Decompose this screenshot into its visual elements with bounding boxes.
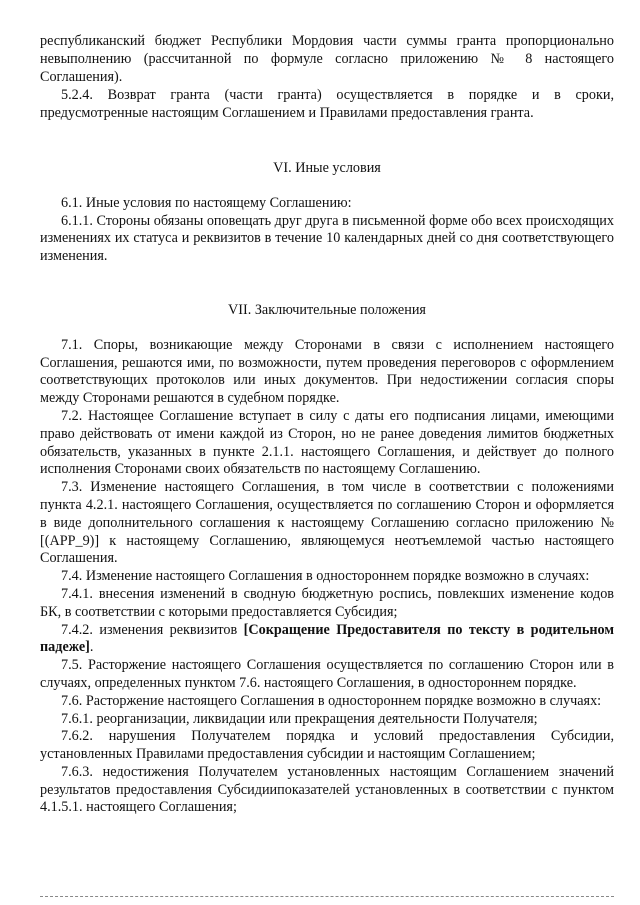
paragraph-7-5: 7.5. Расторжение настоящего Соглашения осуществляется по соглашению Сторон или в случаях, определенных пунктом 7.6. настоящего Соглашения, в одностороннем порядке. [40,657,614,691]
paragraph-7-4-2 [40,622,614,658]
section-heading-vi: VI. Иные условия [273,159,381,176]
paragraph-6-1-1: 6.1.1. Стороны обязаны оповещать друг друга в письменной форме обо всех происходящих изменениях их статуса и реквизитов в течение 10 календарных дней со дня соответствующего изменения. [40,212,614,265]
paragraph-6-1: 6.1. Иные условия по настоящему Соглашению: [61,194,352,211]
paragraph-7-1: 7.1. Споры, возникающие между Сторонами в связи с исполнением настоящего Соглашения, решаются ими, по возможности, путем проведения переговоров с оформлением соответствующих протоколов или иных документов. При недостижении согласия споры между Сторонами решаются в судебном порядке. [40,336,614,407]
paragraph-7-4-2-end: . [89,639,94,656]
placeholder-provider-genitive: [Сокращение Предоставителя по тексту в родительном падеже] [40,621,615,656]
paragraph-7-6-2: 7.6.2. нарушения Получателем порядка и условий предоставления Субсидии, установленных Правилами предоставления субсидии и настоящим Соглашением; [40,728,614,763]
paragraph-7-6-3: 7.6.3. недостижения Получателем установленных настоящим Соглашением значений результатов предоставления Субсидиипоказателей установленных в соответствии с пунктом 4.1.5.1. настоящего Соглашения; [40,763,614,816]
paragraph-7-4-1: 7.4.1. внесения изменений в сводную бюджетную роспись, повлекших изменение кодов БК, в соответствии с которыми предоставляется Субсидия; [40,585,614,620]
paragraph-7-2: 7.2. Настоящее Соглашение вступает в силу с даты его подписания лицами, имеющими право действовать от имени каждой из Сторон, но не ранее доведения лимитов бюджетных обязательств, указанных в пункте 2.1.1. настоящего Соглашения, и действует до полного исполнения Сторонами своих обязательств по настоящему Соглашению. [40,407,614,478]
page-bottom-rule [40,896,614,897]
paragraph-refund-proportional: республиканский бюджет Республики Мордовия части суммы гранта пропорционально невыполнению (рассчитанной по формуле согласно приложению № 8 настоящего Соглашения). [40,33,614,85]
paragraph-7-3: 7.3. Изменение настоящего Соглашения, в том числе в соответствии с положениями пункта 4.2.1. настоящего Соглашения, осуществляется по соглашению Сторон и оформляется в виде дополнительного соглашения к настоящему Соглашению согласно приложению № [(APP_9)] к настоящему Соглашению, являющемуся неотъемлемой частью настоящего Соглашения. [40,479,614,567]
paragraph-7-6: 7.6. Расторжение настоящего Соглашения в одностороннем порядке возможно в случаях: [61,692,602,709]
paragraph-7-4-2-lead: 7.4.2. изменения реквизитов [61,621,244,638]
section-heading-vii: VII. Заключительные положения [228,301,426,318]
paragraph-5-2-4: 5.2.4. Возврат гранта (части гранта) осуществляется в порядке и в сроки, предусмотренные настоящим Соглашением и Правилами предоставления гранта. [40,87,614,122]
paragraph-7-6-1: 7.6.1. реорганизации, ликвидации или прекращения деятельности Получателя; [61,710,538,727]
document-page [40,0,614,817]
paragraph-7-4: 7.4. Изменение настоящего Соглашения в одностороннем порядке возможно в случаях: [61,568,590,585]
